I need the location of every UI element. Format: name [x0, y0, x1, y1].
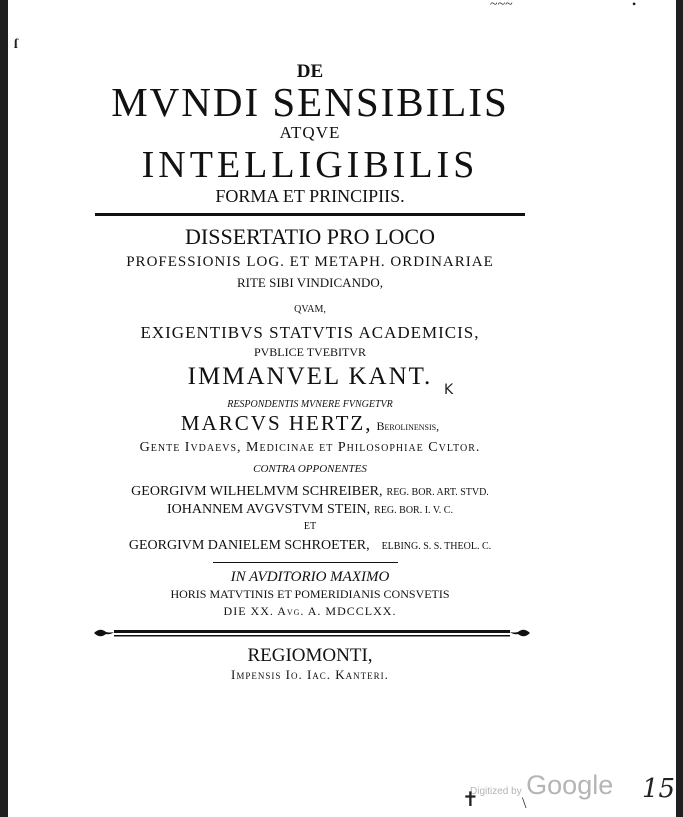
top-right-mark: •: [632, 0, 637, 11]
imprint-printer: Impensis Io. Iac. Kanteri.: [231, 667, 389, 682]
respondent-intro: RESPONDENTIS MVNERE FVNGETVR: [227, 399, 393, 410]
bottom-mark: ✝: [462, 789, 479, 811]
opponent-3: [0, 537, 620, 553]
scan-mark: ſ: [14, 37, 18, 52]
opponent-title: REG. BOR. ART. STVD.: [386, 487, 489, 498]
venue-line1: IN AVDITORIO MAXIMO: [230, 569, 390, 585]
venue-line2: HORIS MATVTINIS ET POMERIDIANIS CONSVETIS: [170, 587, 450, 601]
bottom-mark: \: [522, 795, 527, 812]
google-logo-text: Google: [526, 770, 614, 800]
dissertatio-quam: QVAM,: [294, 304, 326, 315]
dissertatio-line4: EXIGENTIBVS STATVTIS ACADEMICIS,: [140, 323, 480, 342]
title-mundi: MVNDI SENSIBILIS: [111, 79, 509, 125]
ornamental-rule: [92, 624, 532, 644]
title-forma: FORMA ET PRINCIPIIS.: [215, 186, 405, 206]
respondent-line: [0, 413, 620, 434]
opponent-1: [0, 483, 620, 499]
opponent-name: GEORGIVM WILHELMVM SCHREIBER,: [131, 484, 383, 499]
dissertatio-line5: PVBLICE TVEBITVR: [253, 345, 367, 359]
author-name: IMMANVEL KANT.: [187, 363, 433, 390]
opponent-title: REG. BOR. I. V. C.: [374, 505, 453, 516]
imprint-city: REGIOMONTI,: [247, 645, 373, 666]
dissertatio-line1: DISSERTATIO PRO LOCO: [185, 224, 435, 249]
top-squiggle: ~~~: [490, 0, 513, 12]
et-conjunction: ET: [303, 521, 317, 532]
dissertatio-line3: RITE SIBI VINDICANDO,: [236, 275, 383, 290]
dissertatio-line2: PROFESSIONIS LOG. ET METAPH. ORDINARIAE: [126, 254, 494, 270]
title-intelligibilis: INTELLIGIBILIS: [141, 144, 479, 186]
digitized-by-label: Digitized by: [470, 786, 522, 797]
title-divider: [95, 213, 525, 216]
venue-divider: [213, 562, 398, 563]
title-de: DE: [296, 61, 324, 82]
opponent-2: [0, 501, 620, 517]
venue-line3: DIE XX. Avg. A. MDCCLXX.: [223, 604, 397, 618]
opponent-title: ELBING. S. S. THEOL. C.: [381, 541, 492, 552]
page-number-annotation: 15: [642, 774, 676, 804]
handwritten-annotation: K: [444, 382, 454, 398]
respondent-name: MARCVS HERTZ,: [180, 411, 373, 435]
respondent-origin: Berolinensis,: [376, 419, 440, 433]
google-watermark: [470, 770, 613, 801]
contra-opponentes: CONTRA OPPONENTES: [253, 463, 367, 475]
opponent-name: GEORGIVM DANIELEM SCHROETER,: [128, 538, 370, 553]
viewer-frame-right: [676, 0, 683, 817]
document-page: [8, 0, 676, 817]
opponent-name: IOHANNEM AVGVSTVM STEIN,: [167, 502, 371, 517]
title-atque: ATQVE: [279, 123, 341, 142]
respondent-description: Gente Ivdaevs, Medicinae et Philosophiae Cvltor.: [139, 440, 481, 455]
